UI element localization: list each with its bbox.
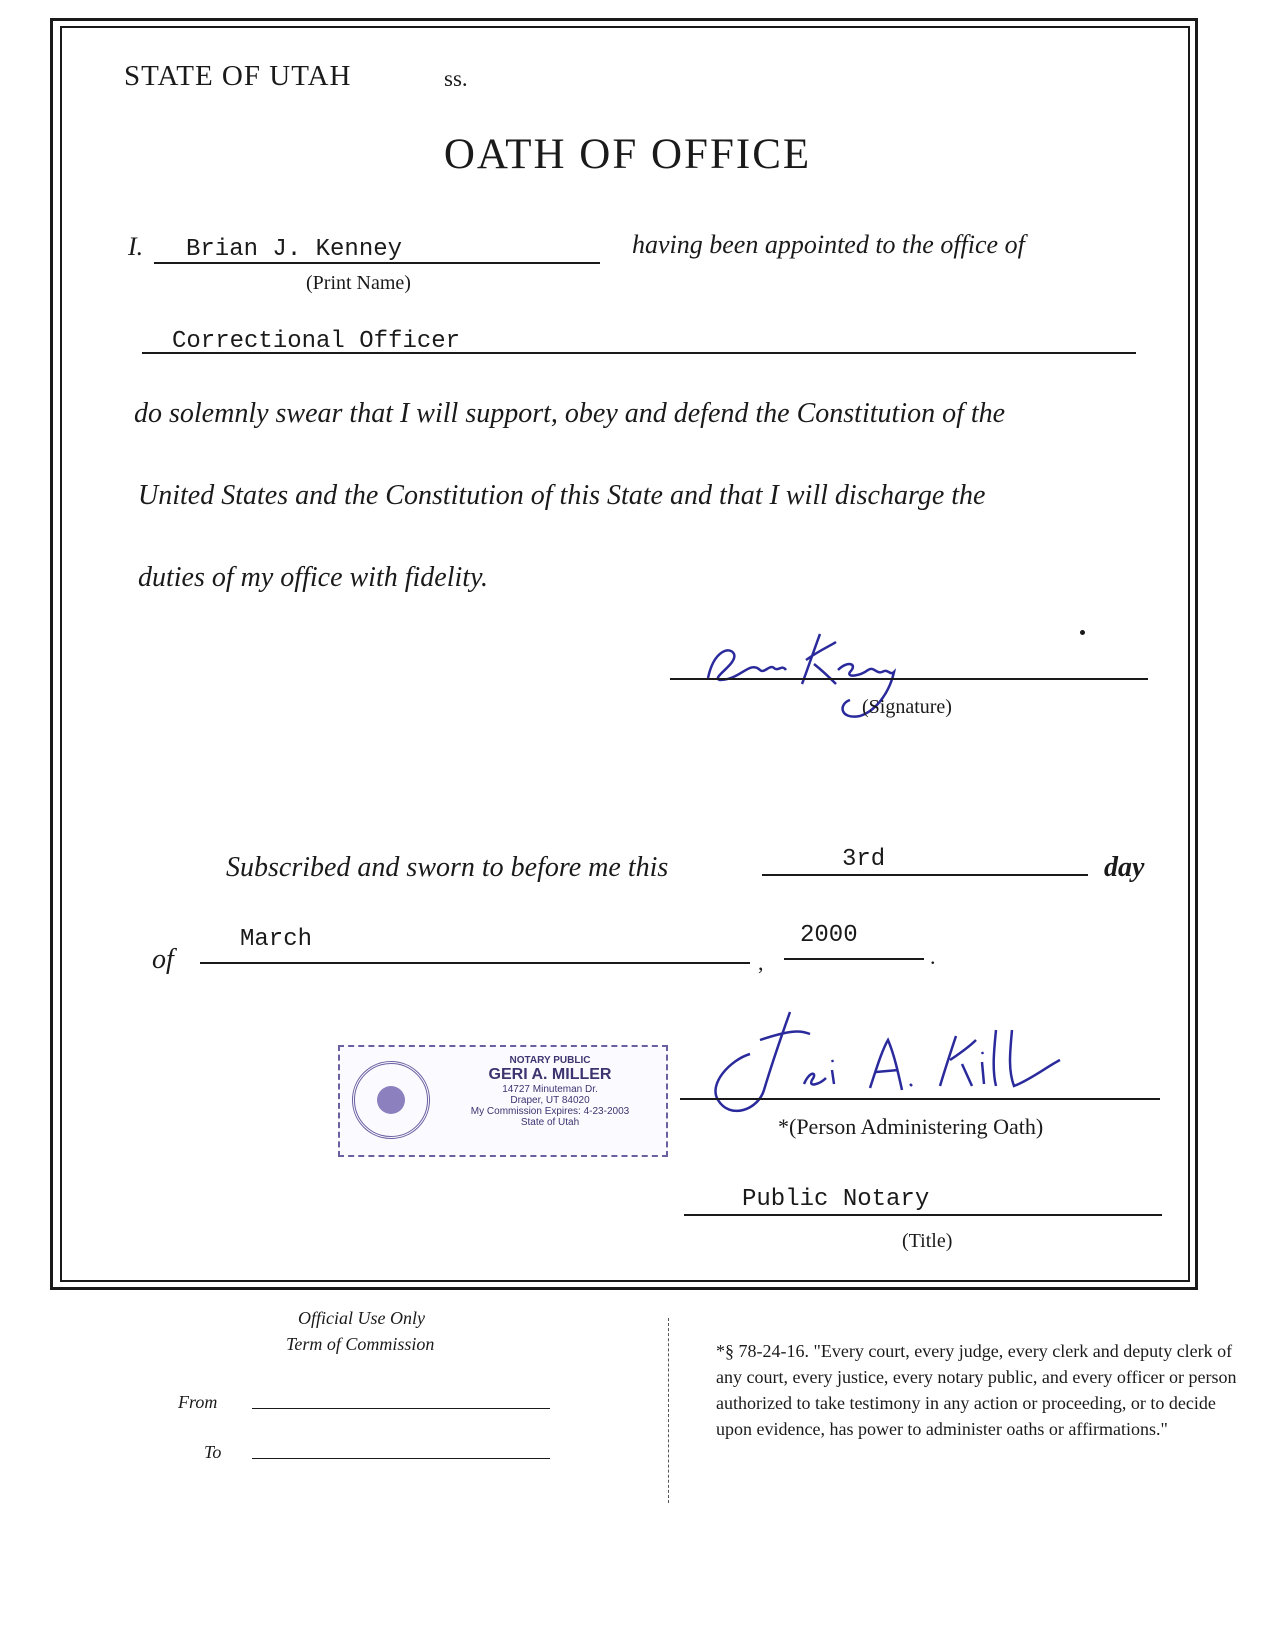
stamp-text xyxy=(440,1055,660,1128)
stamp-line-1: NOTARY PUBLIC xyxy=(509,1055,591,1066)
comma-mark: , xyxy=(758,950,764,975)
signature-label: (Signature) xyxy=(862,696,952,718)
print-name-line xyxy=(154,262,600,264)
day-line xyxy=(762,874,1088,876)
day-value: 3rd xyxy=(842,846,886,873)
term-heading: Term of Commission xyxy=(286,1334,435,1354)
subscribed-text: Subscribed and sworn to before me this xyxy=(226,852,669,883)
stamp-line-2: GERI A. MILLER xyxy=(488,1066,612,1083)
year-value: 2000 xyxy=(800,922,858,949)
state-seal-icon xyxy=(352,1061,430,1139)
print-name-label: (Print Name) xyxy=(306,272,411,294)
administering-line xyxy=(680,1098,1160,1100)
official-use-heading: Official Use Only xyxy=(298,1308,425,1328)
office-value: Correctional Officer xyxy=(172,328,461,355)
i-label: I. xyxy=(128,232,144,261)
from-line xyxy=(252,1408,550,1409)
day-label: day xyxy=(1104,852,1145,883)
stamp-line-6: State of Utah xyxy=(520,1116,580,1128)
ss-label: ss. xyxy=(444,66,468,91)
state-heading: STATE OF UTAH xyxy=(124,60,352,92)
from-label: From xyxy=(178,1392,218,1412)
notary-stamp xyxy=(338,1045,668,1157)
oath-line-1: do solemnly swear that I will support, obey and defend the Constitution of the xyxy=(134,398,1006,429)
to-line xyxy=(252,1458,550,1459)
stamp-line-5: My Commission Expires: 4-23-2003 xyxy=(470,1105,630,1117)
of-label: of xyxy=(152,944,174,975)
having-text: having been appointed to the office of xyxy=(632,230,1025,259)
print-name-value: Brian J. Kenney xyxy=(186,236,403,263)
signature-line xyxy=(670,678,1148,680)
office-line xyxy=(142,352,1136,354)
title-line xyxy=(684,1214,1162,1216)
year-line xyxy=(784,958,924,960)
stamp-line-4: Draper, UT 84020 xyxy=(510,1094,590,1106)
month-value: March xyxy=(240,926,313,953)
oath-line-3: duties of my office with fidelity. xyxy=(138,562,488,593)
title-value: Public Notary xyxy=(742,1186,930,1213)
footer-divider xyxy=(668,1318,669,1503)
stamp-line-3: 14727 Minuteman Dr. xyxy=(502,1083,598,1095)
month-line xyxy=(200,962,750,964)
period-mark: . xyxy=(930,944,936,969)
ink-dot xyxy=(1080,630,1085,635)
title-label: (Title) xyxy=(902,1230,953,1252)
to-label: To xyxy=(204,1442,222,1462)
document-title: OATH OF OFFICE xyxy=(443,131,812,178)
administering-label: *(Person Administering Oath) xyxy=(778,1114,1044,1139)
statute-text: *§ 78-24-16. "Every court, every judge, every clerk and deputy clerk of any court, every justice, every notary public, and every officer or person authorized to take testimony in any action or proceeding, or to decide upon evidence, has power to administer oaths or affirmations." xyxy=(716,1341,1237,1439)
oath-line-2: United States and the Constitution of this State and that I will discharge the xyxy=(138,480,986,511)
